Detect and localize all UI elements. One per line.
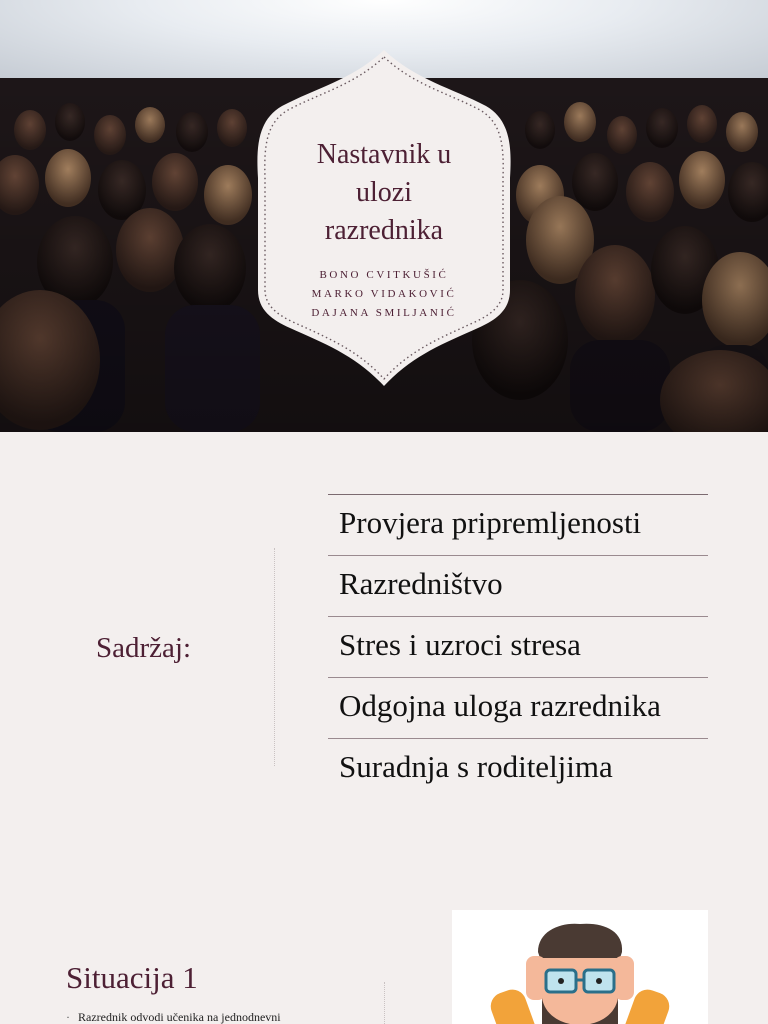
situation-slide <box>0 864 768 1024</box>
bullet-text: Razrednik odvodi učenika na jednodnevni <box>78 1010 281 1024</box>
contents-item: Provjera pripremljenosti <box>328 494 708 555</box>
dotted-divider <box>384 982 385 1024</box>
title-line: ulozi <box>356 177 412 208</box>
contents-item: Razredništvo <box>328 555 708 616</box>
contents-list <box>328 494 708 799</box>
contents-slide <box>0 432 768 864</box>
author-name: MARKO VIDAKOVIĆ <box>311 288 457 300</box>
contents-item: Stres i uzroci stresa <box>328 616 708 677</box>
title-line: razrednika <box>324 215 444 246</box>
dotted-divider <box>274 548 275 766</box>
presentation-title <box>276 136 492 250</box>
author-name: DAJANA SMILJANIĆ <box>311 307 457 319</box>
situation-heading: Situacija 1 <box>66 960 198 995</box>
contents-heading: Sadržaj: <box>96 632 192 664</box>
stressed-man-illustration <box>452 910 708 1024</box>
contents-item: Suradnja s roditeljima <box>328 738 708 799</box>
title-card <box>256 48 512 388</box>
title-slide <box>0 0 768 432</box>
author-list <box>266 266 502 323</box>
author-name: BONO CVITKUŠIĆ <box>319 269 449 281</box>
title-line: Nastavnik u <box>316 139 452 170</box>
bullet-point <box>66 1010 281 1024</box>
contents-item: Odgojna uloga razrednika <box>328 677 708 738</box>
man-icon <box>452 910 708 1024</box>
bullet-dot: · <box>66 1010 70 1024</box>
